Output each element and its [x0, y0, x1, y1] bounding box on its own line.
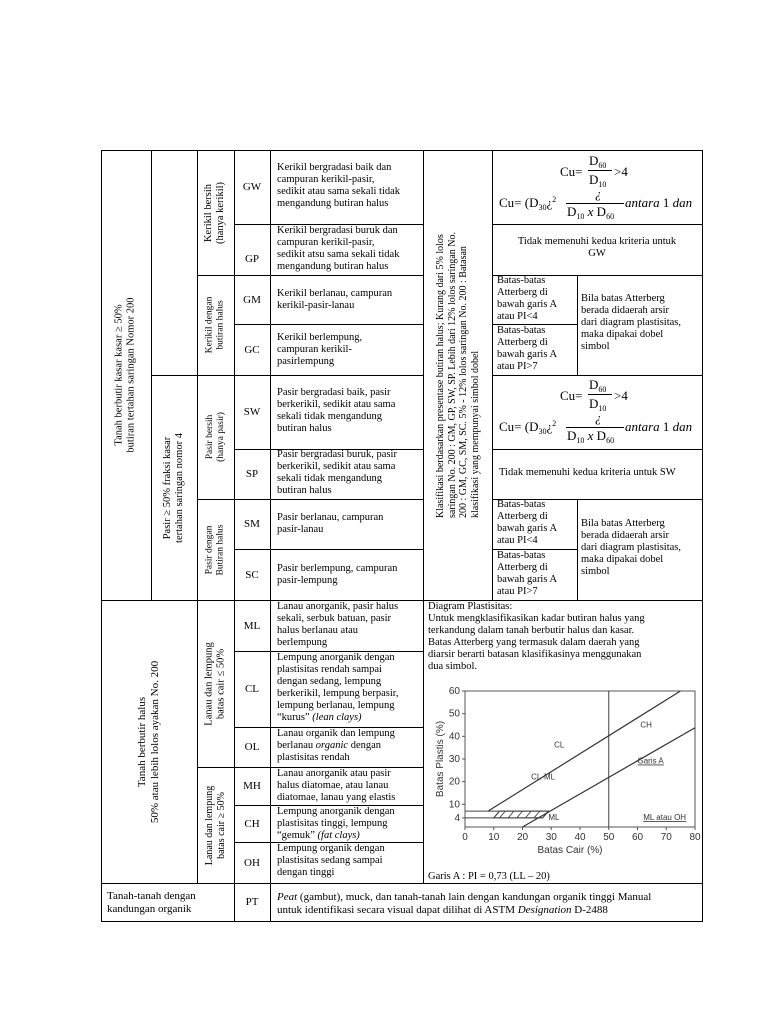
organic-soil-label: Tanah-tanah dengan kandungan organik — [107, 890, 196, 915]
y-tick-label: 10 — [448, 799, 460, 811]
x-tick-label: 60 — [631, 832, 644, 843]
clean-sand-label: Pasir bersih (hanya pasir) — [204, 412, 226, 462]
region-label: CL-ML — [531, 772, 556, 782]
x-tick-label: 30 — [545, 832, 557, 843]
y-tick-label: 4 — [454, 812, 460, 824]
region-label: Garis A — [637, 756, 664, 766]
fine-organic-divider — [101, 883, 703, 884]
x-tick-label: 80 — [689, 832, 701, 843]
symbol-sp: SP — [245, 468, 259, 480]
sand-fraction-label: Pasir ≥ 50% fraksi kasar tertahan saringan nomor 4 — [162, 432, 186, 543]
x-tick-label: 20 — [516, 832, 529, 843]
y-tick-label: 50 — [448, 708, 460, 720]
sand-pi4-text: Batas-batas Atterberg di bawah garis A atau PI<4 — [497, 499, 558, 546]
desc-ch: Lempung anorganik dengan plastisitas tinggi, lempung “gemuk” (fat clays) — [277, 806, 395, 841]
desc-sc: Pasir berlempung, campuran pasir-lempung — [277, 563, 398, 586]
symbol-ch: CH — [244, 817, 260, 830]
hatch-line — [500, 811, 506, 818]
sand-cc-formula: $Cu= (D_{30}¿^2$ ¿ $D_{10}$ x $D_{60}$ antara 1 dan — [499, 412, 693, 445]
desc-ol: Lanau organik dan lempung berlanau organic dengan plastisitas rendah — [277, 728, 395, 763]
region-label: CH — [640, 720, 652, 730]
symbol-sc: SC — [245, 568, 259, 581]
region-label: ML — [548, 813, 560, 823]
x-tick-label: 0 — [462, 832, 468, 843]
symbol-mh: MH — [243, 780, 261, 792]
sand-pi7-text: Batas-batas Atterberg di bawah garis A atau PI>7 — [497, 550, 558, 597]
gravel-fines-label: Kerikil dengan butiran halus — [204, 296, 226, 354]
symbol-gc: GC — [244, 343, 260, 356]
y-tick-label: 40 — [448, 731, 460, 743]
high-ll-label: Lanau dan lempung batas cair ≥ 50% — [204, 785, 227, 865]
desc-gw: Kerikil bergradasi baik dan campuran kerikil-pasir, sedikit atau sama sekali tidak mengandung butiran halus — [277, 162, 401, 209]
desc-sw: Pasir bergradasi baik, pasir berkerikil, sedikit atau sama sekali tidak mengandung butiran halus — [277, 387, 396, 434]
gw-fail-text: Tidak memenuhi kedua kriteria untuk GW — [517, 236, 677, 259]
symbol-sw: SW — [243, 406, 261, 418]
desc-ml: Lanau anorganik, pasir halus sekali, serbuk batuan, pasir halus berlanau atau berlempung — [277, 601, 399, 648]
symbol-gp: GP — [244, 252, 260, 265]
x-tick-label: 50 — [603, 832, 615, 843]
col-line-7 — [577, 275, 578, 375]
crit-line-4 — [492, 375, 703, 376]
symbol-oh: OH — [244, 856, 260, 869]
gravel-dual-symbol-text: Bila batas Atterberg berada didaerah arsir dari diagram plastisitas, maka dipakai dobel simbol — [581, 293, 682, 352]
fine-grain-label: Tanah berbutir halus 50% atau lebih lolos ayakan No. 200 — [136, 660, 161, 823]
desc-gm: Kerikil berlanau, campuran kerikil-pasir-lanau — [277, 288, 393, 311]
region-label: CL — [554, 740, 565, 750]
symbol-gw: GW — [242, 181, 262, 193]
desc-gc: Kerikil berlempung, campuran kerikil- pasirlempung — [277, 332, 363, 367]
sand-dual-symbol-text: Bila batas Atterberg berada didaerah arsir dari diagram plastisitas, maka dipakai dobel simbol — [581, 518, 682, 577]
symbol-pt: PT — [245, 896, 259, 908]
col-line-4 — [270, 150, 271, 922]
desc-cl: Lempung anorganik dengan plastisitas rendah sampai dengan sedang, lempung berkerikil, lempung berpasir, lempung berlanau, lempung “kurus” (lean clays) — [277, 652, 399, 723]
a-line-note: Garis A : PI = 0,73 (LL – 20) — [428, 871, 550, 882]
symbol-ml: ML — [243, 619, 261, 632]
border-top — [101, 150, 703, 151]
gravel-cc-formula: $Cu= (D_{30}¿^2$ ¿ $D_{10}$ x $D_{60}$ antara 1 dan — [499, 188, 693, 221]
col-line-8 — [577, 499, 578, 600]
clean-gravel-label: Kerikil bersih (hanya kerikil) — [203, 181, 227, 244]
y-tick-label: 30 — [448, 754, 460, 765]
desc-oh: Lempung organik dengan plastisitas sedang sampai dengan tinggi — [277, 843, 385, 878]
coarse-grain-label: Tanah berbutir kasar kasar ≥ 50% butiran tertahan saringan Nomor 200 — [114, 297, 137, 453]
x-tick-label: 70 — [660, 832, 672, 843]
gravel-pi7-text: Batas-batas Atterberg di bawah garis A atau PI>7 — [497, 325, 558, 372]
y-tick-label: 20 — [448, 776, 460, 788]
symbol-sm: SM — [244, 518, 260, 530]
symbol-ol: OL — [244, 741, 260, 753]
x-tick-label: 40 — [574, 832, 586, 843]
sand-fines-label: Pasir dengan Butiran halus — [204, 524, 226, 575]
crit-line-5 — [492, 449, 703, 450]
x-axis-label: Batas Cair (%) — [537, 845, 603, 856]
desc-gp: Kerikil bergradasi buruk dan campuran kerikil-pasir, sedikit atsu sama sekali tidak mengandung butiran halus — [277, 225, 400, 272]
uscs-table: Tanah berbutir kasar kasar ≥ 50% butiran tertahan saringan Nomor 200 Pasir ≥ 50% fraksi kasar tertahan saringan nomor 4 Kerikil bersih (hanya kerikil) Kerikil dengan butiran halus Pasir bersih (hanya pasir) Pasir dengan Butiran halus Klasifikasi berdasarkan presentase butiran halus; Kurang dari 5% lolos saringan No. 200 : GM, GP, SW, SP. Lebih dari 12% lolos saringan No. 200 : GM, GC, SM, SC. 5% - 12% lolos saringan No. 200 : Batasan klasifikasi yang mempunyai simbol dobel Tanah berbutir halus 50% atau lebih lolos ayakan No. 200 Lanau dan lempung batas cair ≤ 50% Lanau dan lempung batas cair ≥ 50% Tanah-tanah dengan kandungan organik GW GP GM GC SW SP SM SC ML CL OL MH CH OH PT Kerikil bergradasi baik dan campuran kerikil-pasir, sedikit atau sama sekali tidak mengandung butiran halus Kerikil bergradasi buruk dan campuran kerikil-pasir, sedikit atsu sama sekali tidak mengandung butiran halus Kerikil berlanau, campuran kerikil-pasir-lanau Kerikil berlempung, campuran kerikil- pasirlempung Pasir bergradasi baik, pasir berkerikil, sedikit atau sama sekali tidak mengandung butiran halus Pasir bergradasi buruk, pasir berkerikil, sedikit atau sama sekali tidak mengandung butiran halus Pasir berlanau, campuran pasir-lanau Pasir berlempung, campuran pasir-lempung Lanau anorganik, pasir halus sekali, serbuk batuan, pasir halus berlanau atau berlempung Lempung anorganik dengan plastisitas rendah sampai dengan sedang, lempung berkerikil, lempung berpasir, lempung berlanau, lempung “kurus” (lean clays) Lanau organik dan lempung berlanau organic dengan plastisitas rendah Lanau anorganik atau pasir halus diatomae, atau lanau diatomae, lanau yang elastis Lempung anorganik dengan plastisitas tinggi, lempung “gemuk” (fat clays) Lempung organik dengan plastisitas sedang sampai dengan tinggi Peat (gambut), muck, dan tanah-tanah lain dengan kandungan organik tinggi Manual untuk identifikasi secara visual dapat dilihat di ASTM Designation D-2488 Cu= $D_{60}$ $D_{10}$ >4 $Cu= (D_{30}¿^2$ ¿ $D_{10}$ x $D_{60}$ antara 1 dan Tidak memenuhi kedua kriteria untuk GW Batas-batas Atterberg di bawah garis A atau PI<4 Batas-batas Atterberg di bawah garis A atau PI>7 Bila batas Atterberg berada didaerah arsir dari diagram plastisitas, maka dipakai dobel simbol Cu= $D_{60}$ $D_{10}$ >4 $Cu= (D_{30}¿^2$ ¿ $D_{10}$ x $D_{60}$ antara 1 dan Tidak memenuhi kedua kriteria untuk SW Batas-batas Atterberg di bawah garis A atau PI<4 Batas-batas Atterberg di bawah garis A atau PI>7 Bila batas Atterberg berada didaerah arsir dari diagram plastisitas, maka dipakai dobel simbol Diagram Plastisitas: Untuk mengklasifikasikan kadar butiran halus yang terkandung dalam tanah berbutir halus dan kasar. Batas Atterberg yang termasuk dalam daerah yang diarsir berarti batasan klasifikasinya menggunakan dua simbol. 0 10 20 30 40 50 60 70 80 4 10 20 30 40 50 60 Batas Cair (%) Batas Plastis (%) CH CL CL-ML Garis A ML ML atau OH Garis A : PI = 0,73 (LL – 20) — [101, 150, 703, 922]
hatch-line — [517, 811, 523, 818]
desc-mh: Lanau anorganik atau pasir halus diatomae, atau lanau diatomae, lanau yang elastis — [277, 768, 396, 803]
y-tick-label: 60 — [448, 686, 460, 697]
u-line — [488, 691, 680, 811]
y-axis-label: Batas Plastis (%) — [435, 720, 446, 798]
desc-sm: Pasir berlanau, campuran pasir-lanau — [277, 512, 384, 535]
x-tick-label: 10 — [488, 832, 500, 843]
desc-sp: Pasir bergradasi buruk, pasir berkerikil, sedikit atau sama sekali tidak mengandung butiran halus — [277, 449, 397, 496]
border-bottom — [101, 921, 703, 922]
region-label: ML atau OH — [643, 813, 687, 823]
symbol-cl: CL — [244, 683, 260, 695]
gravel-pi4-text: Batas-batas Atterberg di bawah garis A atau PI<4 — [497, 275, 558, 322]
hatch-line — [508, 811, 514, 818]
desc-pt: Peat (gambut), muck, dan tanah-tanah lain dengan kandungan organik tinggi Manual untuk identifikasi secara visual dapat dilihat di ASTM Designation D-2488 — [277, 891, 652, 916]
crit-line-1 — [492, 224, 703, 225]
symbol-gm: GM — [243, 293, 261, 306]
border-right — [702, 150, 703, 922]
classification-note: Klasifikasi berdasarkan presentase butiran halus; Kurang dari 5% lolos saringan No. 200 : GM, GP, SW, SP. Lebih dari 12% lolos saringan No. 200 : GM, GC, SM, SC. 5% - 12% lolos saringan No. 200 : Batasan klasifikasi yang mempunyai simbol dobel — [434, 231, 481, 519]
plasticity-chart — [425, 685, 701, 867]
sw-fail-text: Tidak memenuhi kedua kriteria untuk SW — [499, 467, 676, 478]
low-ll-label: Lanau dan lempung batas cair ≤ 50% — [203, 641, 227, 726]
plasticity-description: Diagram Plastisitas: Untuk mengklasifikasikan kadar butiran halus yang terkandung dalam tanah berbutir halus dan kasar. Batas Atterberg yang termasuk dalam daerah yang diarsir berarti batasan klasifikasinya menggunakan dua simbol. — [428, 601, 645, 672]
hatch-line — [525, 811, 531, 818]
